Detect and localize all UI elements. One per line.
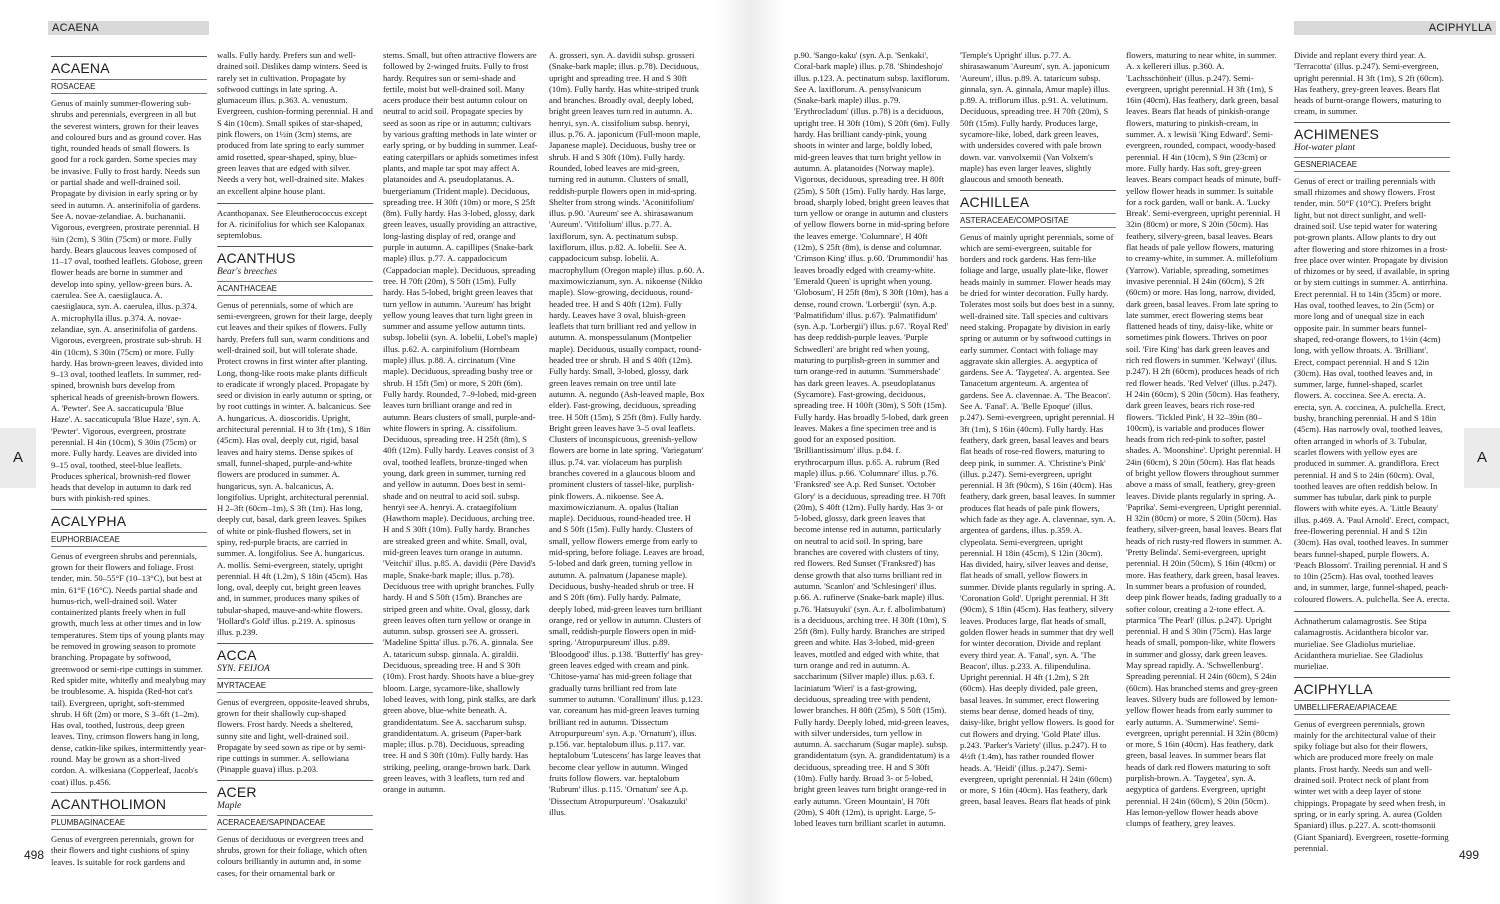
family-achimenes: GESNERIACEAE [1294, 157, 1450, 172]
entry-text-achimenes: Genus of erect or trailing perennials with small rhizomes and showy flowers. Frost tender, min. 50°F (10°C). Prefers bright light, but not direct sunlight, and well-drained soil. Use tepid water for watering pot-grown plants. Allow plants to dry out after flowering and store rhizomes in a frost-free place over winter. Propagate by division of rhizomes or by seed, if available, in spring or by stem cuttings in summer. A. antirrhina. Erect perennial. H to 14in (35cm) or more. Has oval, toothed leaves, to 2in (5cm) or more long and of unequal size in each opposite pair. In summer bears funnel-shaped, red-orange flowers, to 1½in (4cm) long, with yellow throats. A. 'Brilliant'. Erect, compact perennial. H and S 12in (30cm). Has oval, toothed leaves and, in summer, large, funnel-shaped, scarlet flowers. A. coccinea. See A. erecta. A. erecta, syn. A. coccinea, A. pulchella. Erect, bushy, branching perennial. H and S 18in (45cm). Has narrowly oval, toothed leaves, often arranged in whorls of 3. Tubular, scarlet flowers with yellow eyes are produced in summer. A. grandiflora. Erect perennial. H and S to 24in (60cm). Oval, toothed leaves are often reddish below. In summer has tubular, dark pink to purple flowers with white eyes. A. 'Little Beauty' illus. p.469. A. 'Paul Arnold'. Erect, compact, free-flowering perennial. H and S 12in (30cm). Has oval, toothed leaves. In summer bears funnel-shaped, purple flowers. A. 'Peach Blossom'. Trailing perennial. H and S to 10in (25cm). Has oval, toothed leaves and, in summer, large, funnel-shaped, peach-coloured flowers. A. pulchella. See A. erecta. [1294, 175, 1450, 604]
column-5 [794, 48, 950, 864]
entry-text-aciphylla: Genus of evergreen perennials, grown mainly for the architectural value of their spiky foliage but also for their flowers, which are produced more freely on male plants. Frost hardy. Needs sun and well-drained soil. Protect neck of plant from winter wet with a deep layer of stone chippings. Propagate by seed when fresh, in spring, or in early spring. A. aurea (Golden Spaniard) illus. p.227. A. scott-thomsonii (Giant Spaniard). Evergreen, rosette-forming perennial. [1294, 718, 1449, 853]
text-block-acer-species-2: A. grosseri, syn. A. davidii subsp. grosseri (Snake-bark maple; illus. p.78). Deciduous, upright and spreading tree. H and S 30ft (10m). Fully hardy. Has white-striped trunk and branches. Broadly oval, deeply lobed, bright green leaves turn red in autumn. A. henryi, syn. A. cissifolium subsp. henryi, illus. p.76. A. japonicum (Full-moon maple, Japanese maple). Deciduous, bushy tree or shrub. H and S 30ft (10m). Fully hardy. Rounded, lobed leaves are mid-green, turning red in autumn. Clusters of small, reddish-purple flowers open in mid-spring. Shelter from strong winds. 'Aconitifolium' illus. p.90. 'Aureum' see A. shirasawanum 'Aureum'. 'Vitifolium' illus. p.77. A. laxiflorum, syn. A. pectinatum subsp. laxiflorum, illus. p.82. A. lobelii. See A. cappadocicum subsp. lobelii. A. macrophyllum (Oregon maple) illus. p.60. A. maximowiczianum, syn. A. nikoense (Nikko maple). Slow-growing, deciduous, round-headed tree. H and S 40ft (12m). Fully hardy. Leaves have 3 oval, bluish-green leaflets that turn brilliant red and yellow in autumn. A. monspessulanum (Montpelier maple). Deciduous, usually compact, round-headed tree or shrub. H and S 40ft (12m). Fully hardy. Small, 3-lobed, glossy, dark green leaves remain on tree until late autumn. A. negundo (Ash-leaved maple, Box elder). Fast-growing, deciduous, spreading tree. H 50ft (15m), S 25ft (8m). Fully hardy. Bright green leaves have 3–5 oval leaflets. Clusters of inconspicuous, greenish-yellow flowers are borne in late spring. 'Variegatum' illus. p.74. var. violaceum has purplish branches covered in a glaucous bloom and prominent clusters of tassel-like, purplish-pink flowers. A. nikoense. See A. maximowiczianum. A. opalus (Italian maple). Deciduous, round-headed tree. H and S 50ft (15m). Fully hardy. Clusters of small, yellow flowers emerge from early to mid-spring, before foliage. Leaves are broad, 5-lobed and dark green, turning yellow in autumn. A. palmatum (Japanese maple). Deciduous, bushy-headed shrub or tree. H and S 20ft (6m). Fully hardy. Palmate, deeply lobed, mid-green leaves turn brilliant orange, red or yellow in autumn. Clusters of small, reddish-purple flowers open in mid-spring. 'Atropurpureum' illus. p.89. 'Bloodgood' illus. p.138. 'Butterfly' has grey-green leaves edged with cream and pink. 'Chitose-yama' has mid-green foliage that gradually turns brilliant red from late summer to autumn. 'Corallinum' illus. p.123. var. coreanum has mid-green leaves turning brilliant red in autumn. 'Dissectum Atropurpureum' syn. A.p. 'Ornatum'), illus. p.156. var. heptalobum illus. p.117. var. heptalobum 'Lutescens' has large leaves that become clear yellow in autumn. Winged fruits follow flowers. var. heptalobum 'Rubrum' illus. p.115. 'Ornatum' see A.p. 'Dissectum Atropurpureum'. 'Osakazuki' illus. [549, 50, 705, 817]
entry-heading-acalypha: ACALYPHA [51, 509, 207, 529]
family-acca: MYRTACEAE [217, 678, 373, 693]
entry-heading-acantholimon: ACANTHOLIMON [51, 792, 207, 812]
column-2 [217, 48, 373, 878]
column-4 [549, 48, 705, 864]
running-header-right: ACIPHYLLA [1294, 21, 1496, 35]
text-block-achillea-species: flowers, maturing to near white, in summer. A. x kellereri illus. p.360. A. 'Lachsschönheit' (illus. p.247). Semi-evergreen, upright perennial. H 3ft (1m), S 16in (40cm). Has feathery, dark green, basal leaves. Bears flat heads of pinkish-orange flowers, maturing to pinkish-cream, in summer. A. x lewisii 'King Edward'. Semi-evergreen, rounded, compact, woody-based perennial. H 4in (10cm), S 9in (23cm) or more. Fully hardy. Has soft, grey-green leaves. Bears compact heads of minute, buff-yellow flower heads in summer. Is suitable for a rock garden, wall or bank. A. 'Lucky Break'. Semi-evergreen, upright perennial. H 32in (80cm) or more, S 20in (50cm). Has feathery, silvery-green, basal leaves. Bears flat heads of pale yellow flowers, maturing to creamy-white, in summer. A. millefolium (Yarrow). Variable, spreading, sometimes invasive perennial. H 24in (60cm), S 2ft (60cm) or more. Has long, narrow, divided, dark green, basal leaves. From late spring to late summer, erect flowering stems bear flattened heads of tiny, daisy-like, white or sometimes pink flowers. Thrives on poor soil. 'Fire King' has dark green leaves and rich red flowers in summer. 'Kelwayi' (illus. p.247). H 2ft (60cm), produces heads of rich red flower heads. 'Red Velvet' (illus. p.247). H 24in (60cm), S 20in (50cm). Has feathery, dark green leaves, bears rich rose-red flowers. 'Tickled Pink', H 32–39in (80–100cm), is variable and produces flower heads from rich red-pink to softer, pastel shades. A. 'Moonshine'. Upright perennial. H 24in (60cm), S 20in (50cm). Has flat heads of bright yellow flowers throughout summer above a mass of small, feathery, grey-green leaves. Divide plants regularly in spring. A. 'Paprika'. Semi-evergreen, Upright perennial. H 32in (80cm) or more, S 20in (50cm). Has feathery, silver-green, basal leaves. Bears flat heads of rich rusty-red flowers in summer. A. 'Pretty Belinda'. Semi-evergreen, upright perennial. H 20in (50cm), S 16in (40cm) or more. Has feathery, dark green, basal leaves. In summer bears a profusion of rounded, deep pink flower heads, fading gradually to a softer colour, creating a 2-tone effect. A. ptarmica 'The Pearl' (illus. p.247). Upright perennial. H and S 30in (75cm). Has large heads of small, pompon-like, white flowers in summer and glossy, dark green leaves. May spread rapidly. A. 'Schwellenburg'. Spreading perennial. H 24in (60cm), S 24in (60cm). Has branched stems and grey-green leaves. Silvery buds are followed by lemon-yellow flower heads from early summer to early autumn. A. 'Summerwine'. Semi-evergreen, upright perennial. H 32in (80cm) or more, S 16in (40cm). Has feathery, dark green, basal leaves. In summer bears flat heads of dark red flowers maturing to soft purplish-brown. A. 'Taygetea', syn. A. aegyptica of gardens. Evergreen, upright perennial. H 24in (60cm), S 20in (50cm). Has lemon-yellow flower heads above clumps of feathery, grey leaves. [1126, 50, 1282, 829]
entry-heading-acca: ACCA [217, 643, 373, 663]
thumb-tab-left: A [0, 428, 36, 488]
family-achillea: ASTERACEAE/COMPOSITAE [960, 213, 1116, 228]
entry-text-acanthus: Genus of perennials, some of which are semi-evergreen, grown for their large, deeply cut leaves and their spikes of flowers. Fully hardy. Prefers full sun, warm conditions and well-drained soil, but will tolerate shade. Protect crowns in first winter after planting. Long, thong-like roots make plants difficult to eradicate if wrongly placed. Propagate by seed or division in early autumn or spring, or by root cuttings in winter. A. balcanicus. See A. hungaricus. A. dioscoridis. Upright, architectural perennial. H to 3ft (1m), S 18in (45cm). Has oval, deeply cut, rigid, basal leaves and hairy stems. Dense spikes of small, funnel-shaped, purple-and-white flowers are produced in summer. A. hungaricus, syn. A. balcanicus, A. longifolius. Upright, architectural perennial. H 2–3ft (60cm–1m), S 3ft (1m). Has long, deeply cut, basal, dark green leaves. Spikes of white or pink-flushed flowers, set in spiny, red-purple bracts, are carried in summer. A. longifolius. See A. hungaricus. A. mollis. Semi-evergreen, stately, upright perennial. H 4ft (1.2m), S 18in (45cm). Has long, oval, deeply cut, bright green leaves and, in summer, produces many spikes of tubular-shaped, mauve-and-white flowers. 'Hollard's Gold' illus. p.219. A. spinosus illus. p.239. [217, 299, 373, 638]
entry-heading-acer: ACER [217, 780, 373, 800]
entry-heading-aciphylla: ACIPHYLLA [1294, 677, 1450, 697]
common-name-achimenes: Hot-water plant [1294, 142, 1355, 153]
common-name-acer: Maple [217, 800, 242, 811]
column-7 [1126, 48, 1282, 864]
entry-text-acer: Genus of deciduous or evergreen trees and shrubs, grown for their foliage, which often colours brilliantly in autumn and, in some cases, for their ornamental bark or [217, 833, 367, 878]
cross-reference-acanthopanax: Acanthopanax. See Eleutherococcus except for A. ricinifolius for which see Kalopanax septemlobus. [217, 203, 373, 242]
entry-heading-acanthus: ACANTHUS [217, 246, 373, 266]
right-page [784, 0, 1500, 904]
entry-heading-acaena: ACAENA [51, 56, 207, 76]
book-gutter [716, 0, 784, 904]
text-block-acer-species-4: 'Temple's Upright' illus. p.77. A. shirasawanum 'Aureum', syn. A. japonicum 'Aureum', illus. p.89. A. tataricum subsp. ginnala, syn. A. ginnala, Amur maple) illus. p.89. A. triflorum illus. p.91. A. velutinum. Deciduous, spreading tree. H 70ft (20m), S 50ft (15m). Fully hardy. Produces large, sycamore-like, lobed, dark green leaves, with undersides covered with pale brown down. var. vanvolxemii (Van Volxem's maple) has even larger leaves, slightly glaucous and smooth beneath. [960, 50, 1111, 185]
column-8 [1294, 48, 1450, 864]
page-number-left: 498 [24, 848, 45, 862]
family-acantholimon: PLUMBAGINACEAE [51, 815, 207, 830]
family-acalypha: EUPHORBIACEAE [51, 532, 207, 547]
page-number-right: 499 [1459, 848, 1480, 862]
synonym-acca: SYN. FEIJOA [217, 663, 270, 674]
text-block-acer-species-3: p.90. 'Sango-kaku' (syn. A.p. 'Senkaki', Coral-bark maple) illus. p.78. 'Shindeshojo' illus. p.123. A. pectinatum subsp. laxiflorum. See A. laxiflorum. A. pensylvanicum (Snake-bark maple) illus. p.79. 'Erythrocladum' (illus. p.78) is a deciduous, upright tree. H 30ft (10m), S 20ft (6m). Fully hardy. Has brilliant candy-pink, young shoots in winter and large, boldly lobed, mid-green leaves that turn bright yellow in autumn. A. platanoides (Norway maple). Vigorous, deciduous, spreading tree. H 80ft (25m), S 50ft (15m). Fully hardy. Has large, broad, sharply lobed, bright green leaves that turn yellow or orange in autumn and clusters of yellow flowers borne in mid-spring before the leaves emerge. 'Columnare', H 40ft (12m), S 25ft (8m), is dense and columnar. 'Crimson King' illus. p.60. 'Drummondii' has leaves broadly edged with creamy-white. 'Emerald Queen' is upright when young. 'Globosum', H 25ft (8m), S 30ft (10m), has a dense, round crown. 'Lorbergii' (syn. A.p. 'Palmatifidum' illus. p.67). 'Palmatifidum' (syn. A.p. 'Lorbergii') illus. p.67. 'Royal Red' has deep reddish-purple leaves. 'Purple Schwedleri' are bright red when young, maturing to purplish-green in summer and turn orange-red in autumn. 'Summershade' has dark green leaves. A. pseudoplatanus (Sycamore). Fast-growing, deciduous, spreading tree. H 100ft (30m), S 50ft (15m). Fully hardy. Has broadly 5-lobed, dark green leaves. Makes a fine specimen tree and is good for an exposed position. 'Brilliantissimum' illus. p.84. f. erythrocarpum illus. p.65. A. rubrum (Red maple) illus. p.66. 'Columnare' illus. p.76. 'Franksred' see A.p. Red Sunset. 'October Glory' is a deciduous, spreading tree. H 70ft (20m), S 40ft (12m). Fully hardy. Has 3- or 5-lobed, glossy, dark green leaves that become intense red in autumn, particularly on neutral to acid soil. In spring, bare branches are covered with clusters of tiny, red flowers. Red Sunset ('Franksred') has dense growth that also turns brilliant red in autumn. 'Scanlon' and 'Schlesingeri' illus. p.66. A. rufinerve (Snake-bark maple) illus. p.76. 'Hatsuyuki' (syn. A.r. f. albolimbatum) is a deciduous, arching tree. H 30ft (10m), S 25ft (8m). Fully hardy. Branches are striped green and white. Has 3-lobed, mid-green leaves, mottled and edged with white, that turn orange and red in autumn. A. saccharinum (Silver maple) illus. p.63. f. laciniatum 'Wieri' is a fast-growing, deciduous, spreading tree with pendent, lower branches. H 80ft (25m), S 50ft (15m). Fully hardy. Deeply lobed, mid-green leaves, with silver undersides, turn yellow in autumn. A. saccharum (Sugar maple). subsp. grandidentatum (syn. A. grandidentatum) is a deciduous, spreading tree. H and S 30ft (10m). Fully hardy. Broad 3- or 5-lobed, bright green leaves turn bright orange-red in early autumn. 'Green Mountain', H 70ft (20m), S 40ft (12m), is upright. Large, 5-lobed leaves turn brilliant scarlet in autumn. [794, 50, 950, 829]
text-block-achillea-end: Divide and replant every third year. A. 'Terracotta' (illus. p.247). Semi-evergreen, upright perennial. H 3ft (1m), S 2ft (60cm). Has feathery, grey-green leaves. Bears flat heads of burnt-orange flowers, maturing to cream, in summer. [1294, 50, 1444, 117]
running-header-left: ACAENA [48, 21, 209, 35]
column-6 [960, 48, 1116, 864]
family-aciphylla: UMBELLIFERAE/APIACEAE [1294, 700, 1450, 715]
cross-reference-block: Achnatherum calamagrostis. See Stipa calamagrostis. Acidanthera bicolor var. murieliae. See Gladiolus murieliae. Acidanthera murieliae. See Gladiolus murieliae. [1294, 611, 1450, 672]
entry-text-acca: Genus of evergreen, opposite-leaved shrubs, grown for their shallowly cup-shaped flowers. Frost hardy. Needs a sheltered, sunny site and light, well-drained soil. Propagate by seed sown as ripe or by semi-ripe cuttings in summer. A. sellowiana (Pinapple guava) illus. p.203. [217, 696, 370, 775]
entry-heading-achimenes: ACHIMENES [1294, 122, 1450, 142]
family-acaena: ROSACEAE [51, 79, 207, 94]
column-1 [51, 48, 207, 867]
entry-text-achillea: Genus of mainly upright perennials, some of which are semi-evergreen, suitable for borders and rock gardens. Has fern-like foliage and large, usually plate-like, flower heads mainly in summer. Flower heads may be dried for winter decoration. Fully hardy. Tolerates most soils but does best in a sunny, well-drained site. Tall species and cultivars need staking. Propagate by division in early spring or autumn or by softwood cuttings in early summer. Contact with foliage may aggravate skin allergies. A. aegyptica of gardens. See A. 'Taygetea'. A. argentea. See Tanacetum argenteum. A. argentea of gardens. See A. clavennae. A. 'The Beacon'. See A. 'Fanal'. A. 'Belle Epoque' (illus. p.247). Semi-evergreen, upright perennial. H 3ft (1m), S 16in (40cm). Fully hardy. Has feathery, dark green, basal leaves and bears flat heads of rose-red flowers, maturing to deep pink, in summer. A. 'Christine's Pink' (illus. p.247). Semi-evergreen, upright perennial. H 3ft (90cm), S 16in (40cm). Has feathery, dark green, basal leaves. In summer produces flat heads of pale pink flowers, which fade as they age. A. clavennae, syn. A. argentea of gardens, illus. p.359. A. clypeolata. Semi-evergreen, upright perennial. H 18in (45cm), S 12in (30cm). Has divided, hairy, silver leaves and dense, flat heads of small, yellow flowers in summer. Divide plants regularly in spring. A. 'Coronation Gold'. Upright perennial. H 3ft (90cm), S 18in (45cm). Has feathery, silvery leaves. Produces large, flat heads of small, golden flower heads in summer that dry well for winter decoration. Divide and replant every third year. A. 'Fanal', syn. A. 'The Beacon', illus. p.233. A. filipendulina. Upright perennial. H 4ft (1.2m), S 2ft (60cm). Has deeply divided, pale green, basal leaves. In summer, erect flowering stems bear dense, domed heads of tiny, daisy-like, bright yellow flowers. Is good for cut flowers and drying. 'Gold Plate' illus. p.243. 'Parker's Variety' (illus. p.247). H to 4½ft (1.4m), has rather rounded flower heads. A. 'Heidi' (illus. p.247). Semi-evergreen, upright perennial. H 24in (60cm) or more, S 16in (40cm). Has feathery, dark green, basal leaves. Bears flat heads of pink [960, 231, 1116, 807]
left-page [0, 0, 716, 904]
text-block-acer-species: stems. Small, but often attractive flowers are followed by 2-winged fruits. Fully to frost hardy. Requires sun or semi-shade and fertile, moist but well-drained soil. Many acers produce their best autumn colour on neutral to acid soil. Propagate species by seed as soon as ripe or in autumn; cultivars by various grafting methods in late winter or early spring, or by budding in summer. Leaf-eating caterpillars or aphids sometimes infest plants, and maple tar spot may affect A. platanoides and A. pseudoplatanus. A. buergerianum (Trident maple). Deciduous, spreading tree. H 30ft (10m) or more, S 25ft (8m). Fully hardy. Has 3-lobed, glossy, dark green leaves, usually providing an attractive, long-lasting display of red, orange and purple in autumn. A. capillipes (Snake-bark maple) illus. p.77. A. cappadocicum (Cappadocian maple). Deciduous, spreading tree. H 70ft (20m), S 50ft (15m). Fully hardy. Has 5-lobed, bright green leaves that turn yellow in autumn. 'Aureum' has bright yellow young leaves that turn light green in summer and assume yellow autumn tints. subsp. lobelii (syn. A. lobelii, Lobel's maple) illus. p.62. A. carpinifolium (Hornbeam maple) illus. p.88. A. circinatum (Vine maple). Deciduous, spreading bushy tree or shrub. H 15ft (5m) or more, S 20ft (6m). Fully hardy. Rounded, 7–9-lobed, mid-green leaves turn brilliant orange and red in autumn. Bears clusters of small, purple-and-white flowers in spring. A. cissifolium. Deciduous, spreading tree. H 25ft (8m), S 40ft (12m). Fully hardy. Leaves consist of 3 oval, toothed leaflets, bronze-tinged when young, dark green in summer, turning red and yellow in autumn. Does best in semi-shade and on neutral to acid soil. subsp. henryi see A. henryi. A. crataegifolium (Hawthorn maple). Deciduous, arching tree. H and S 30ft (10m). Fully hardy. Branches are streaked green and white. Small, oval, mid-green leaves turn orange in autumn. 'Veitchii' illus. p.85. A. davidii (Père David's maple, Snake-bark maple; illus. p.78). Deciduous tree with upright branches. Fully hardy. H and S 50ft (15m). Branches are striped green and white. Oval, glossy, dark green leaves often turn yellow or orange in autumn. subsp. grosseri see A. grosseri. 'Madeline Spitta' illus. p.76. A. ginnala. See A. tataricum subsp. ginnala. A. giraldii. Deciduous, spreading tree. H and S 30ft (10m). Frost hardy. Shoots have a blue-grey bloom. Large, sycamore-like, shallowly lobed leaves, with long, pink stalks, are dark green above, blue-white beneath. A. grandidentatum. See A. saccharum subsp. grandidentatum. A. griseum (Paper-bark maple; illus. p.78). Deciduous, spreading tree. H and S 30ft (10m). Fully hardy. Has striking, peeling, orange-brown bark. Dark green leaves, with 3 leaflets, turn red and orange in autumn. [383, 50, 539, 795]
common-name-acanthus: Bear's breeches [217, 266, 277, 277]
entry-text-acaena: Genus of mainly summer-flowering sub-shrubs and perennials, evergreen in all but the severest winters, grown for their leaves and coloured burs and as ground cover. Has tight, rounded heads of small flowers. Is good for a rock garden. Some species may be invasive. Fully to frost hardy. Needs sun or partial shade and well-drained soil. Propagate by division in early spring or by seed in autumn. A. anserinifolia of gardens. See A. novae-zelandiae. A. buchananii. Vigorous, evergreen, prostrate perennial. H ¾in (2cm), S 30in (75cm) or more. Fully hardy. Bears glaucous leaves composed of 11–17 oval, toothed leaflets. Globose, green flower heads are borne in summer and develop into spiny, yellow-green burs. A. caerulea. See A. caesiiglauca. A. caesiiglauca, syn. A. caerulea, illus. p.374. A. microphylla illus. p.374. A. novae-zelandiae, syn. A. anserinifolia of gardens. Vigorous, evergreen, prostrate sub-shrub. H 4in (10cm), S 30in (75cm) or more. Fully hardy. Has brown-green leaves, divided into 9–13 oval, toothed leaflets. In summer, red-spined, brownish burs develop from spherical heads of greenish-brown flowers. A. 'Pewter'. See A. saccaticupula 'Blue Haze'. A. saccaticupula 'Blue Haze', syn. A. 'Pewter'. Vigorous, evergreen, prostrate perennial. H 4in (10cm), S 30in (75cm) or more. Fully hardy. Leaves are divided into 9–15 oval, toothed, steel-blue leaflets. Produces spherical, brownish-red flower heads that develop in autumn to dark red burs with pinkish-red spines. [51, 98, 203, 504]
thumb-tab-right: A [1464, 428, 1500, 488]
entry-heading-achillea: ACHILLEA [960, 190, 1116, 210]
entry-text-acalypha: Genus of evergreen shrubs and perennials, grown for their flowers and foliage. Frost tender, min. 50–55°F (10–13°C), but best at min. 61°F (16°C). Needs partial shade and humus-rich, well-drained soil. Water containerized plants freely when in full growth, much less at other times and in low temperatures. Stem tips of young plants may be removed in growing season to promote branching. Propagate by softwood, greenwood or semi-ripe cuttings in summer. Red spider mite, whitefly and mealybug may be troublesome. A. hispida (Red-hot cat's tail). Evergreen, upright, soft-stemmed shrub. H 6ft (2m) or more, S 3–6ft (1–2m). Has oval, toothed, lustrous, deep green leaves. Tiny, crimson flowers hang in long, dense, catkin-like spikes, intermittently year-round. May be grown as a short-lived cordon. A. wilkesiana (Copperleaf, Jacob's coat) illus. p.456. [51, 550, 206, 787]
entry-text-acantholimon: Genus of evergreen perennials, grown for their flowers and tight cushions of spiny leaves. Is suitable for rock gardens and [51, 833, 195, 867]
column-3 [383, 48, 539, 864]
family-acanthus: ACANTHACEAE [217, 281, 373, 296]
family-acer: ACERACEAE/SAPINDACEAE [217, 815, 373, 830]
text-block-continued: walls. Fully hardy. Prefers sun and well-drained soil. Dislikes damp winters. Seed is rarely set in cultivation. Propagate by softwood cuttings in late spring. A. glumaceum illus. p.363. A. venustum. Evergreen, cushion-forming perennial. H and S 4in (10cm). Small spikes of star-shaped, pink flowers, on 1½in (3cm) stems, are produced from late spring to early summer amid rosetted, spear-shaped, spiny, blue-green leaves that are edged with silver. Needs a very hot, well-drained site. Makes an excellent alpine house plant. [217, 50, 373, 196]
